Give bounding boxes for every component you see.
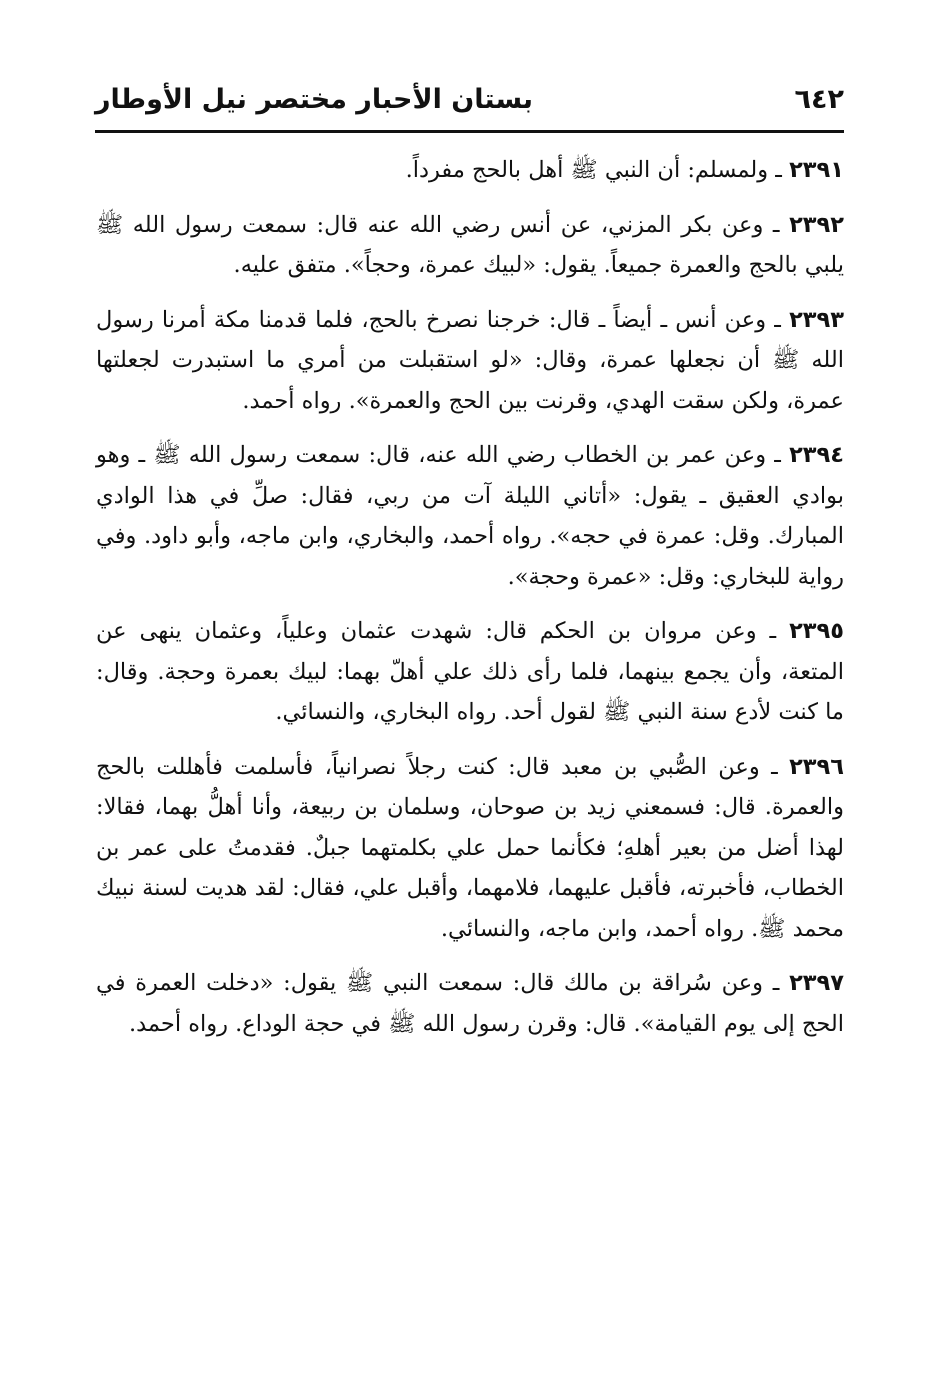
page-number: ٦٤٢	[794, 84, 844, 115]
hadith-number: ٢٣٩٤	[789, 442, 844, 468]
hadith-entry	[96, 205, 844, 286]
hadith-number: ٢٣٩٣	[789, 306, 844, 333]
page-header	[95, 70, 844, 133]
hadith-text: ـ وعن بكر المزني، عن أنس رضي الله عنه قال: سمعت رسول الله ﷺ يلبي بالحج والعمرة جميعاً. يقول: «لبيك عمرة، وحجاً». متفق عليه.	[96, 211, 844, 278]
page-body	[96, 150, 844, 1058]
hadith-entry	[96, 747, 844, 950]
hadith-text: ـ وعن مروان بن الحكم قال: شهدت عثمان وعلياً، وعثمان ينهى عن المتعة، وأن يجمع بينهما، فلما رأى ذلك علي أهلّ بهما: لبيك بعمرة وحجة. وقال: ما كنت لأدع سنة النبي ﷺ لقول أحد. رواه البخاري، والنسائي.	[96, 618, 844, 725]
book-title: بستان الأحبار مختصر نيل الأوطار	[95, 84, 534, 115]
hadith-entry	[96, 611, 844, 733]
hadith-number: ٢٣٩٥	[789, 618, 844, 644]
hadith-text: ـ وعن سُراقة بن مالك قال: سمعت النبي ﷺ يقول: «دخلت العمرة في الحج إلى يوم القيامة». قال: وقرن رسول الله ﷺ في حجة الوداع. رواه أحمد.	[96, 970, 844, 1037]
hadith-entry	[96, 963, 844, 1044]
hadith-text: ـ وعن عمر بن الخطاب رضي الله عنه، قال: سمعت رسول الله ﷺ ـ وهو بوادي العقيق ـ يقول: «أتاني الليلة آت من ربي، فقال: صلِّ في هذا الوادي المبارك. وقل: عمرة في حجه». رواه أحمد، والبخاري، وابن ماجه، وأبو داود. وفي رواية للبخاري: وقل: «عمرة وحجة».	[96, 442, 844, 590]
hadith-entry	[96, 435, 844, 597]
hadith-text: ـ وعن الصُّبي بن معبد قال: كنت رجلاً نصرانياً، فأسلمت فأهللت بالحج والعمرة. قال: فسمعني زيد بن صوحان، وسلمان بن ربيعة، وأنا أهلُّ بهما، فقالا: لهذا أضل من بعير أهلهِ؛ فكأنما حمل علي بكلمتهما جبلٌ. فقدمتُ على عمر بن الخطاب، فأخبرته، فأقبل عليهما، فلامهما، وأقبل علي، فقال: لقد هديت لسنة نبيك محمد ﷺ. رواه أحمد، وابن ماجه، والنسائي.	[96, 753, 844, 942]
hadith-number: ٢٣٩١	[789, 157, 844, 183]
hadith-number: ٢٣٩٧	[789, 970, 844, 996]
hadith-entry	[96, 300, 844, 422]
hadith-text: ـ وعن أنس ـ أيضاً ـ قال: خرجنا نصرخ بالحج، فلما قدمنا مكة أمرنا رسول الله ﷺ أن نجعلها عمرة، وقال: «لو استقبلت من أمري ما استبدرت لجعلتها عمرة، ولكن سقت الهدي، وقرنت بين الحج والعمرة». رواه أحمد.	[96, 306, 844, 414]
hadith-number: ٢٣٩٢	[789, 211, 845, 238]
hadith-entry	[96, 150, 844, 191]
hadith-number: ٢٣٩٦	[789, 753, 845, 780]
hadith-text: ـ ولمسلم: أن النبي ﷺ أهل بالحج مفرداً.	[405, 157, 782, 183]
